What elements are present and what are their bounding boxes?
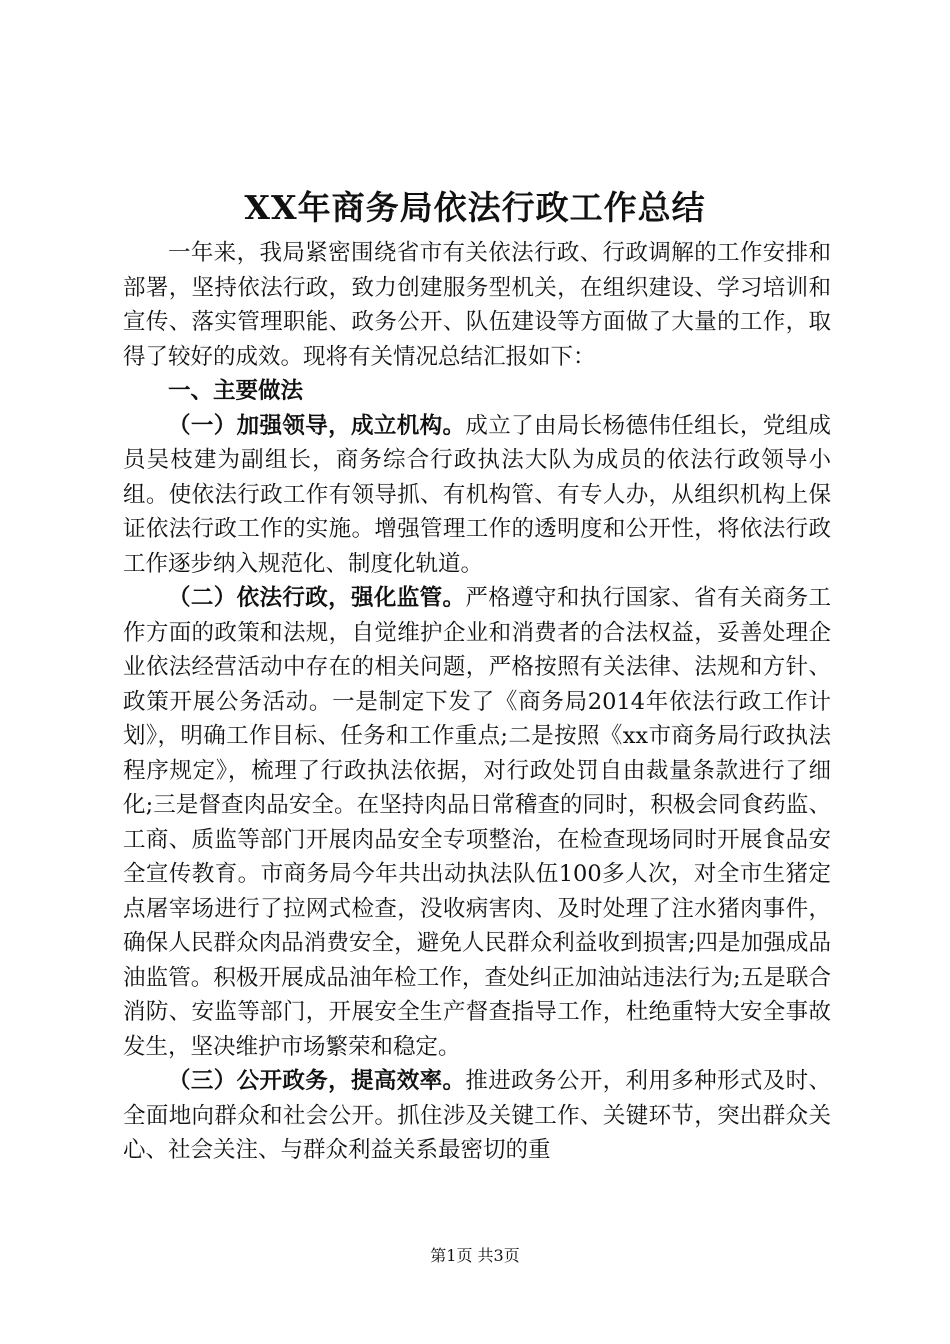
item-heading-1: （一）加强领导，成立机构。 [168,412,466,439]
item-text-1: 成立了由局长杨德伟任组长，党组成员吴枝建为副组长，商务综合行政执法大队为成员的依法行政领导小组。使依法行政工作有领导抓、有机构管、有专人办，从组织机构上保证依法行政工作的实施。增强管理工作的透明度和公开性，将依法行政工作逐步纳入规范化、制度化轨道。 [123,412,831,577]
item-text-2: 严格遵守和执行国家、省有关商务工作方面的政策和法规，自觉维护企业和消费者的合法权益，妥善处理企业依法经营活动中存在的相关问题，严格按照有关法律、法规和方针、政策开展公务活动。一是制定下发了《商务局2014年依法行政工作计划》，明确工作目标、任务和工作重点;二是按照《xx市商务局行政执法程序规定》，梳理了行政执法依据，对行政处罚自由裁量条款进行了细化;三是督查肉品安全。在坚持肉品日常稽查的同时，积极会同食药监、工商、质监等部门开展肉品安全专项整治，在检查现场同时开展食品安全宣传教育。市商务局今年共出动执法队伍100多人次，对全市生猪定点屠宰场进行了拉网式检查，没收病害肉、及时处理了注水猪肉事件，确保人民群众肉品消费安全，避免人民群众利益收到损害;四是加强成品油监管。积极开展成品油年检工作，查处纠正加油站违法行为;五是联合消防、安监等部门，开展安全生产督查指导工作，杜绝重特大安全事故发生，坚决维护市场繁荣和稳定。 [123,585,831,1060]
item-heading-2: （二）依法行政，强化监管。 [168,585,466,611]
item-paragraph-1 [123,409,831,582]
section-heading: 一、主要做法 [168,378,304,404]
intro-paragraph: 一年来，我局紧密围绕省市有关依法行政、行政调解的工作安排和部署，坚持依法行政，致力创建服务型机关，在组织建设、学习培训和宣传、落实管理职能、政务公开、队伍建设等方面做了大量的工作，取得了较好的成效。现将有关情况总结汇报如下： [123,240,831,370]
item-paragraph-3 [123,1064,831,1168]
item-heading-3: （三）公开政务，提高效率。 [168,1068,466,1094]
page-number-footer: 第1页 共3页 [430,1246,520,1265]
item-text-3: 推进政务公开，利用多种形式及时、全面地向群众和社会公开。抓住涉及关键工作、关键环节，突出群众关心、社会关注、与群众利益关系最密切的重 [123,1068,831,1163]
item-paragraph-2 [123,581,831,1064]
document-body [123,236,831,1168]
document-title: XX年商务局依法行政工作总结 [244,188,706,227]
